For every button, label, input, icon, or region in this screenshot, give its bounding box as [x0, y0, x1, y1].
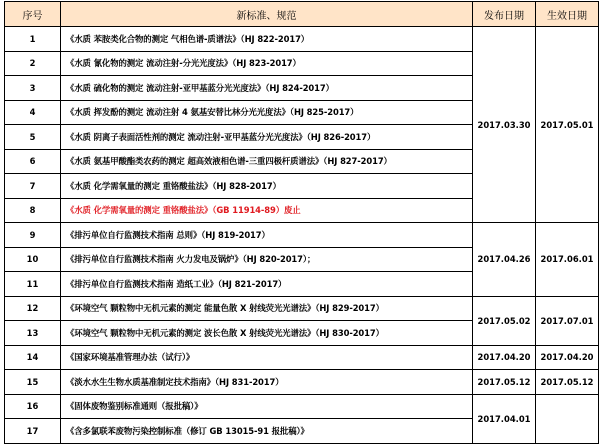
- row-number: 15: [5, 370, 61, 395]
- standard-title: 《国家环境基准管理办法（试行）》: [61, 345, 473, 370]
- standard-title: 《水质 挥发酚的测定 流动注射 4 氨基安替比林分光光度法》（HJ 825-2017）: [61, 100, 473, 125]
- table-row: [5, 296, 599, 321]
- table-row: [5, 345, 599, 370]
- effective-date: 2017.06.01: [536, 223, 599, 297]
- row-number: 6: [5, 149, 61, 174]
- row-number: 2: [5, 51, 61, 76]
- row-number: 14: [5, 345, 61, 370]
- standard-title: 《含多氯联苯废物污染控制标准（修订 GB 13015-91 报批稿）》: [61, 419, 473, 444]
- standard-title: 《水质 氰化物的测定 流动注射-分光光度法》（HJ 823-2017）: [61, 51, 473, 76]
- effective-date: 2017.07.01: [536, 296, 599, 345]
- header-publish-date: 发布日期: [473, 2, 536, 27]
- table-row: [5, 27, 599, 52]
- standard-title: 《水质 苯胺类化合物的测定 气相色谱-质谱法》（HJ 822-2017）: [61, 27, 473, 52]
- row-number: 11: [5, 272, 61, 297]
- standard-title: 《排污单位自行监测技术指南 火力发电及锅炉》（HJ 820-2017）；: [61, 247, 473, 272]
- row-number: 13: [5, 321, 61, 346]
- standard-title: 《排污单位自行监测技术指南 总则》（HJ 819-2017）: [61, 223, 473, 248]
- row-number: 16: [5, 394, 61, 419]
- publish-date: 2017.04.26: [473, 223, 536, 297]
- table-row: [5, 394, 599, 419]
- row-number: 3: [5, 76, 61, 101]
- standard-title: 《环境空气 颗粒物中无机元素的测定 波长色散 X 射线荧光光谱法》（HJ 830-2017）: [61, 321, 473, 346]
- effective-date: [536, 394, 599, 443]
- standard-title: 《排污单位自行监测技术指南 造纸工业》（HJ 821-2017）: [61, 272, 473, 297]
- row-number: 5: [5, 125, 61, 150]
- standard-title: 《水质 化学需氧量的测定 重铬酸盐法》（HJ 828-2017）: [61, 174, 473, 199]
- publish-date: 2017.03.30: [473, 27, 536, 223]
- row-number: 10: [5, 247, 61, 272]
- header-row: [5, 2, 599, 27]
- publish-date: 2017.04.20: [473, 345, 536, 370]
- table-row: [5, 223, 599, 248]
- row-number: 17: [5, 419, 61, 444]
- publish-date: 2017.05.02: [473, 296, 536, 345]
- header-title: 新标准、规范: [61, 2, 473, 27]
- effective-date: 2017.05.01: [536, 27, 599, 223]
- row-number: 7: [5, 174, 61, 199]
- abolished-standard-title: 《水质 化学需氧量的测定 重铬酸盐法》（GB 11914-89）废止: [61, 198, 473, 223]
- header-effective-date: 生效日期: [536, 2, 599, 27]
- row-number: 12: [5, 296, 61, 321]
- table-row: [5, 370, 599, 395]
- publish-date: 2017.05.12: [473, 370, 536, 395]
- standard-title: 《水质 硫化物的测定 流动注射-亚甲基蓝分光光度法》（HJ 824-2017）: [61, 76, 473, 101]
- row-number: 4: [5, 100, 61, 125]
- standard-title: 《固体废物鉴别标准通则（报批稿）》: [61, 394, 473, 419]
- standard-title: 《淡水水生生物水质基准制定技术指南》（HJ 831-2017）: [61, 370, 473, 395]
- publish-date: 2017.04.01: [473, 394, 536, 443]
- row-number: 1: [5, 27, 61, 52]
- header-no: 序号: [5, 2, 61, 27]
- standard-title: 《环境空气 颗粒物中无机元素的测定 能量色散 X 射线荧光光谱法》（HJ 829-2017）: [61, 296, 473, 321]
- effective-date: 2017.04.20: [536, 345, 599, 370]
- standard-title: 《水质 阴离子表面活性剂的测定 流动注射-亚甲基蓝分光光度法》（HJ 826-2017）: [61, 125, 473, 150]
- row-number: 8: [5, 198, 61, 223]
- effective-date: 2017.05.12: [536, 370, 599, 395]
- standard-title: 《水质 氨基甲酸酯类农药的测定 超高效液相色谱-三重四极杆质谱法》（HJ 827-2017）: [61, 149, 473, 174]
- row-number: 9: [5, 223, 61, 248]
- standards-table: [4, 1, 599, 444]
